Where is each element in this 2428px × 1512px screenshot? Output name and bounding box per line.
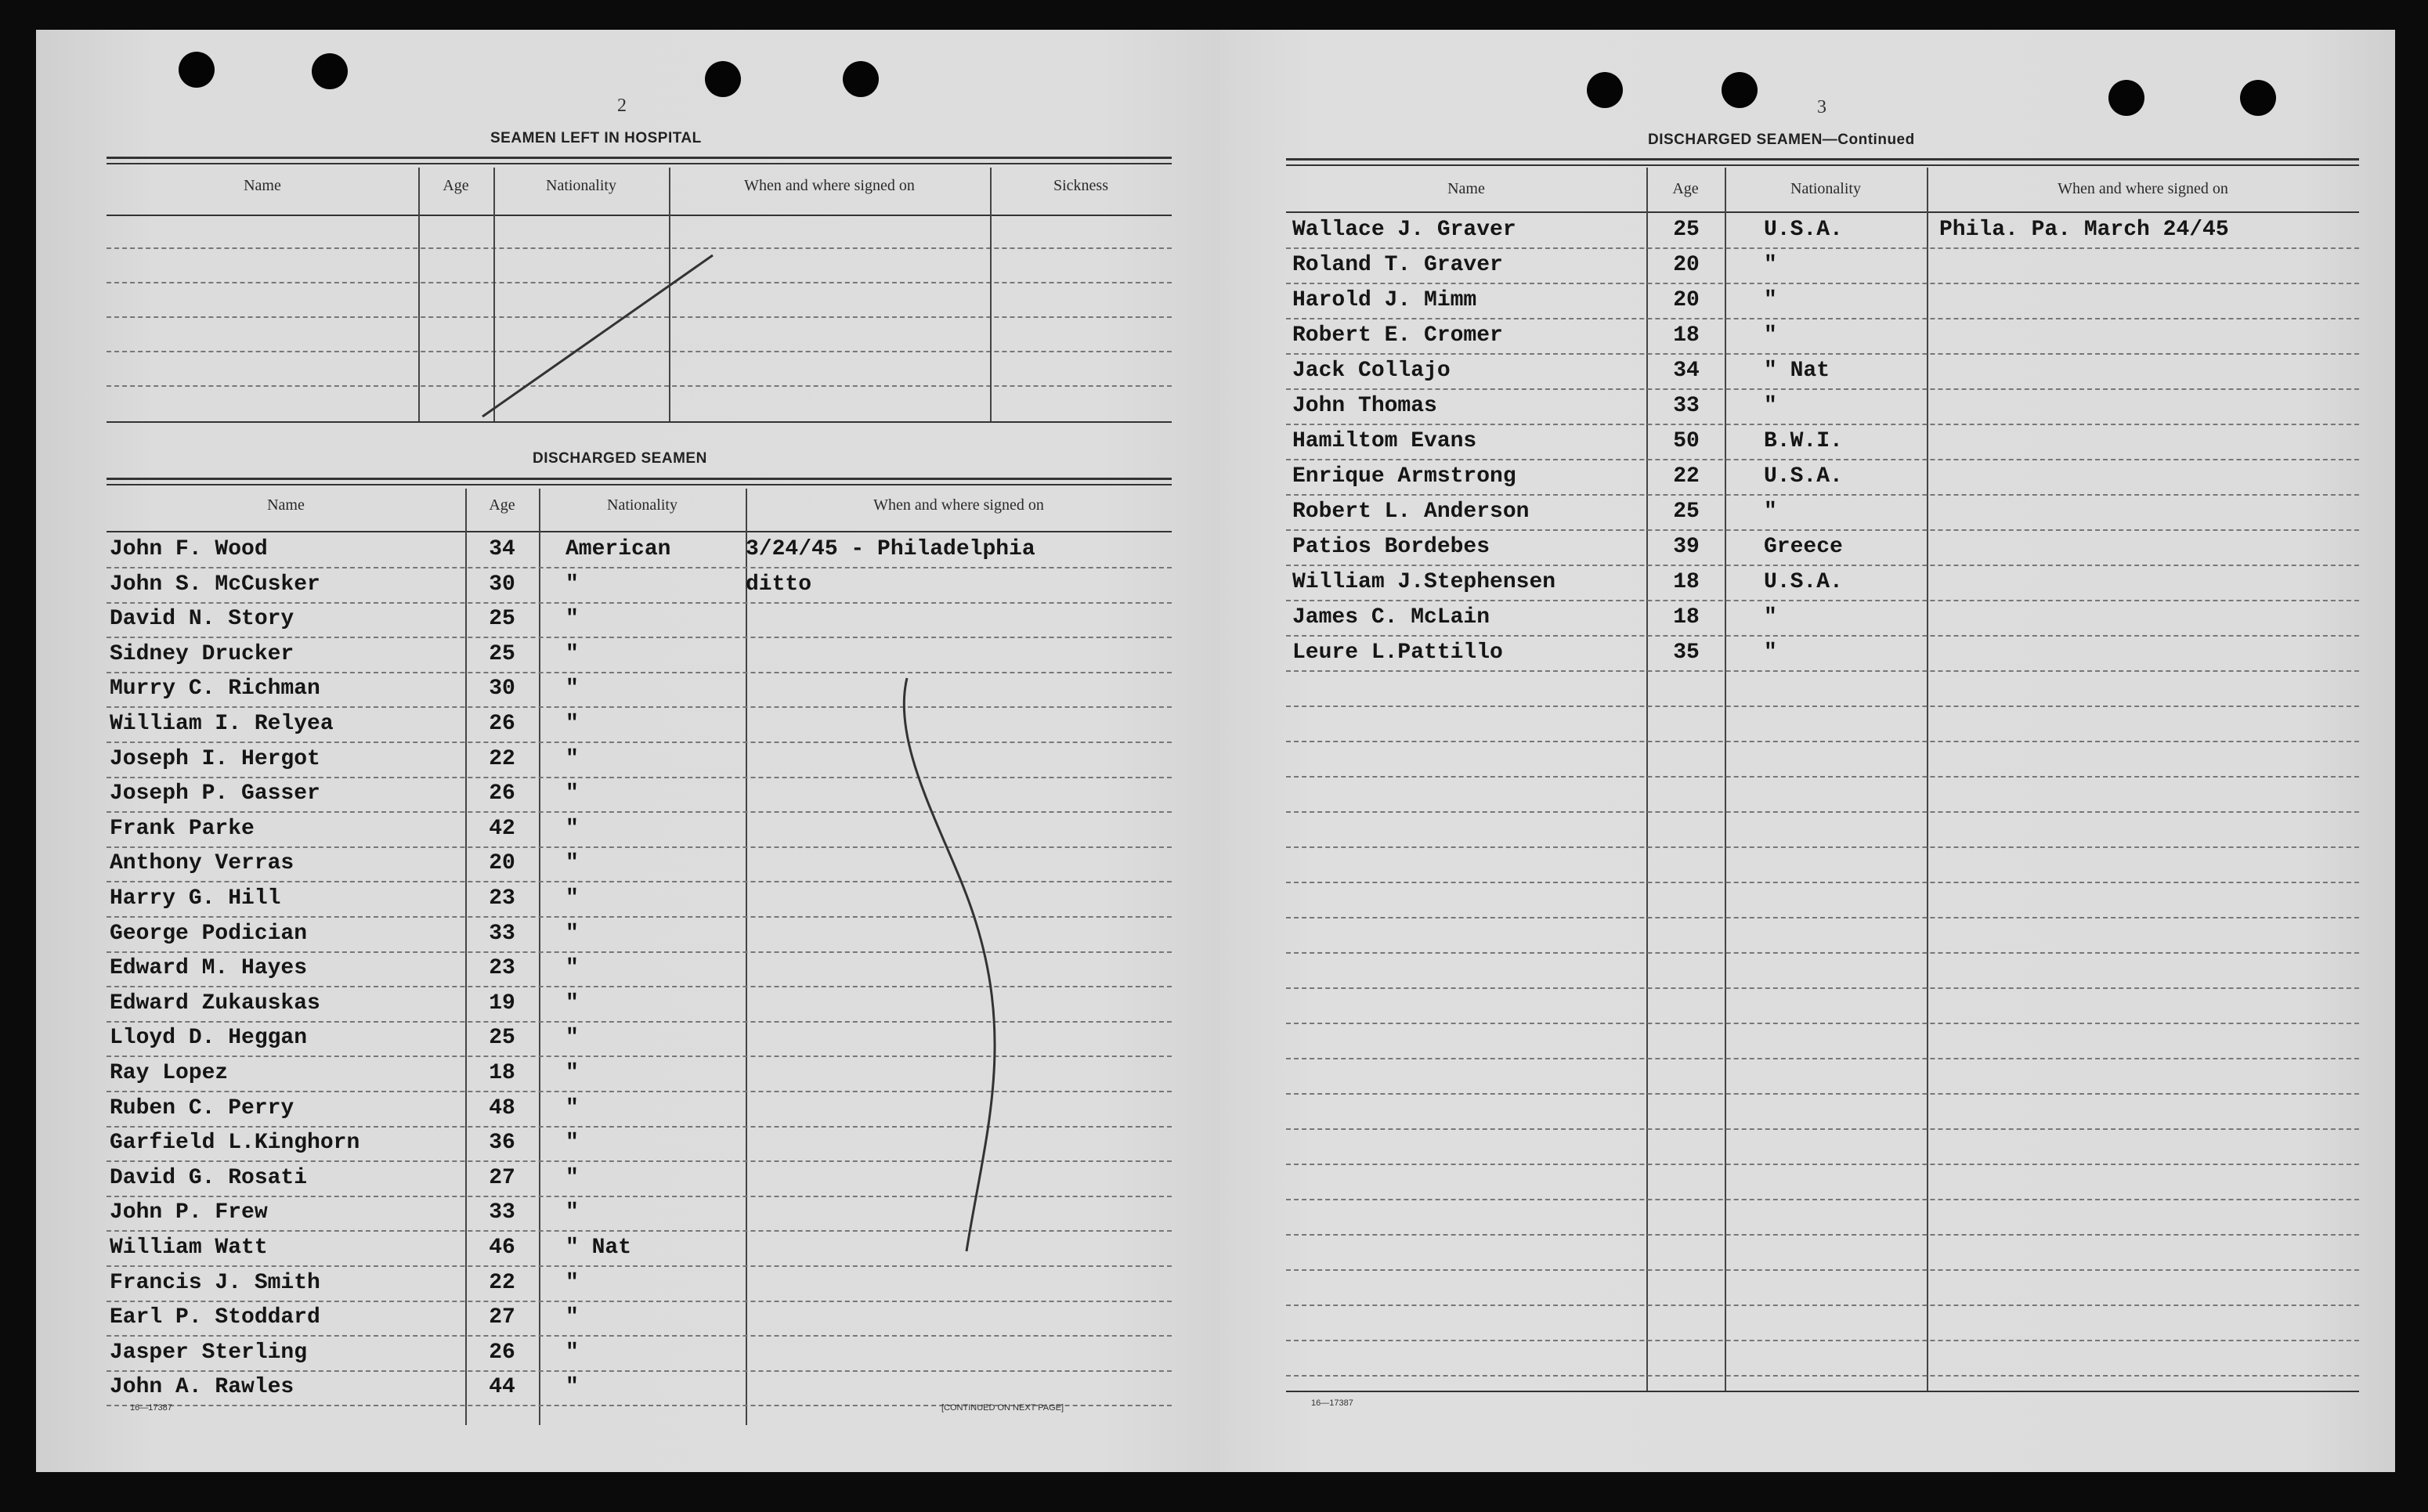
seaman-nationality: " (1764, 253, 1777, 277)
column-divider (465, 489, 467, 1425)
seaman-nationality: " (565, 817, 579, 841)
row-line (107, 1335, 1172, 1337)
seaman-age: 25 (489, 607, 515, 631)
punch-hole (2108, 80, 2144, 116)
row-line (1286, 670, 2359, 672)
seaman-age: 20 (1673, 288, 1700, 312)
row-line (107, 316, 1172, 318)
row-line (1286, 705, 2359, 707)
hospital-section-title: SEAMEN LEFT IN HOSPITAL (490, 130, 702, 146)
seaman-nationality: " (1764, 288, 1777, 312)
seaman-age: 20 (489, 851, 515, 875)
seaman-name: Jack Collajo (1292, 359, 1451, 383)
seaman-name: James C. McLain (1292, 605, 1490, 630)
row-line (1286, 635, 2359, 637)
table-rule (107, 215, 1172, 216)
seaman-name: John A. Rawles (110, 1375, 294, 1399)
seaman-nationality: B.W.I. (1764, 429, 1843, 453)
row-line (1286, 424, 2359, 425)
seaman-name: John S. McCusker (110, 572, 320, 597)
row-line (107, 742, 1172, 743)
seaman-age: 27 (489, 1166, 515, 1190)
row-line (107, 986, 1172, 987)
seaman-age: 33 (489, 1200, 515, 1225)
row-line (107, 567, 1172, 568)
col-age: Age (1672, 180, 1699, 197)
row-line (1286, 987, 2359, 989)
seaman-name: Edward M. Hayes (110, 956, 308, 980)
table-rule (1286, 211, 2359, 213)
punch-hole (312, 53, 348, 89)
seaman-nationality: " (1764, 605, 1777, 630)
row-line (107, 282, 1172, 283)
table-rule (107, 531, 1172, 532)
seaman-nationality: U.S.A. (1764, 464, 1843, 489)
seaman-nationality: " (565, 991, 579, 1016)
seaman-nationality: " (565, 1271, 579, 1295)
seaman-age: 34 (1673, 359, 1700, 383)
seaman-nationality: " Nat (1764, 359, 1830, 383)
seaman-age: 22 (489, 747, 515, 771)
row-line (1286, 741, 2359, 742)
seaman-name: John P. Frew (110, 1200, 268, 1225)
row-line (107, 351, 1172, 352)
row-line (107, 1265, 1172, 1267)
row-line (1286, 529, 2359, 531)
column-divider (1927, 168, 1928, 1391)
seaman-nationality: " (1764, 394, 1777, 418)
col-age: Age (489, 496, 515, 514)
seaman-nationality: " (1764, 500, 1777, 524)
page-number: 3 (1817, 97, 1826, 117)
column-divider (1646, 168, 1648, 1391)
row-line (107, 1091, 1172, 1092)
row-line (1286, 776, 2359, 778)
seaman-age: 26 (489, 712, 515, 736)
punch-hole (2240, 80, 2276, 116)
seaman-age: 22 (1673, 464, 1700, 489)
seaman-age: 44 (489, 1375, 515, 1399)
row-line (1286, 1058, 2359, 1059)
seaman-age: 25 (489, 1026, 515, 1050)
seaman-age: 25 (489, 642, 515, 666)
seaman-nationality: " (565, 886, 579, 911)
col-signed-on: When and where signed on (744, 177, 915, 194)
seaman-signed-on: ditto (746, 572, 812, 597)
col-name: Name (244, 177, 281, 194)
seaman-age: 48 (489, 1096, 515, 1120)
seaman-name: Anthony Verras (110, 851, 294, 875)
seaman-nationality: American (565, 537, 671, 561)
seaman-name: John F. Wood (110, 537, 268, 561)
seaman-name: Harry G. Hill (110, 886, 281, 911)
punch-hole (843, 61, 879, 97)
seaman-age: 35 (1673, 641, 1700, 665)
seaman-nationality: " (565, 572, 579, 597)
continued-note: [CONTINUED ON NEXT PAGE] (941, 1403, 1064, 1413)
row-line (107, 777, 1172, 778)
row-line (1286, 353, 2359, 355)
row-line (1286, 1164, 2359, 1165)
row-line (1286, 1234, 2359, 1236)
col-signed-on: When and where signed on (2058, 180, 2228, 197)
form-number: 16—17387 (130, 1403, 172, 1413)
row-line (107, 951, 1172, 953)
seaman-nationality: " (565, 1096, 579, 1120)
col-nationality: Nationality (546, 177, 616, 194)
seaman-name: Garfield L.Kinghorn (110, 1131, 360, 1155)
discharged-section-title: DISCHARGED SEAMEN (533, 450, 707, 467)
row-line (1286, 811, 2359, 813)
seaman-age: 26 (489, 1341, 515, 1365)
row-line (107, 881, 1172, 882)
row-line (1286, 1093, 2359, 1095)
row-line (1286, 882, 2359, 883)
row-line (1286, 1199, 2359, 1200)
seaman-name: Robert L. Anderson (1292, 500, 1530, 524)
col-signed-on: When and where signed on (873, 496, 1044, 514)
seaman-age: 26 (489, 781, 515, 806)
seaman-nationality: " (565, 1375, 579, 1399)
row-line (107, 1126, 1172, 1128)
seaman-name: Edward Zukauskas (110, 991, 320, 1016)
row-line (1286, 247, 2359, 249)
row-line (107, 706, 1172, 708)
row-line (1286, 283, 2359, 284)
seaman-age: 20 (1673, 253, 1700, 277)
seaman-name: John Thomas (1292, 394, 1437, 418)
seaman-nationality: " (565, 747, 579, 771)
seaman-age: 33 (489, 922, 515, 946)
row-line (107, 602, 1172, 604)
seaman-age: 19 (489, 991, 515, 1016)
row-line (107, 672, 1172, 673)
seaman-age: 18 (1673, 570, 1700, 594)
row-line (1286, 1340, 2359, 1341)
seaman-age: 42 (489, 817, 515, 841)
seaman-nationality: " Nat (565, 1236, 632, 1260)
page-number: 2 (617, 96, 627, 116)
seaman-age: 23 (489, 956, 515, 980)
seaman-nationality: " (565, 1305, 579, 1330)
table-rule (107, 478, 1172, 480)
seaman-name: Murry C. Richman (110, 677, 320, 701)
seaman-name: David G. Rosati (110, 1166, 308, 1190)
seaman-age: 25 (1673, 218, 1700, 242)
seaman-nationality: " (565, 781, 579, 806)
seaman-name: William Watt (110, 1236, 268, 1260)
punch-hole (705, 61, 741, 97)
table-rule (107, 157, 1172, 159)
table-rule (107, 163, 1172, 164)
table-rule (1286, 1391, 2359, 1392)
row-line (107, 1021, 1172, 1023)
seaman-age: 50 (1673, 429, 1700, 453)
seaman-nationality: " (565, 1061, 579, 1085)
seaman-nationality: U.S.A. (1764, 570, 1843, 594)
seaman-age: 27 (489, 1305, 515, 1330)
seaman-nationality: " (565, 677, 579, 701)
seaman-nationality: " (565, 1200, 579, 1225)
seaman-name: Ray Lopez (110, 1061, 229, 1085)
row-line (1286, 1128, 2359, 1130)
seaman-name: Sidney Drucker (110, 642, 294, 666)
seaman-nationality: " (565, 642, 579, 666)
row-line (1286, 1305, 2359, 1306)
right-page (1220, 30, 2395, 1472)
row-line (107, 637, 1172, 638)
seaman-age: 23 (489, 886, 515, 911)
punch-hole (179, 52, 215, 88)
row-line (107, 916, 1172, 918)
seaman-name: Joseph P. Gasser (110, 781, 320, 806)
seaman-nationality: " (565, 851, 579, 875)
seaman-age: 18 (1673, 323, 1700, 348)
left-page (36, 30, 1220, 1472)
col-name: Name (1447, 180, 1485, 197)
row-line (107, 385, 1172, 387)
seaman-age: 33 (1673, 394, 1700, 418)
column-divider (418, 168, 420, 421)
seaman-name: Harold J. Mimm (1292, 288, 1477, 312)
seaman-nationality: " (565, 1131, 579, 1155)
column-divider (493, 168, 495, 421)
seaman-name: Patios Bordebes (1292, 535, 1490, 559)
seaman-nationality: " (565, 607, 579, 631)
seaman-nationality: " (565, 712, 579, 736)
row-line (107, 1370, 1172, 1372)
seaman-nationality: " (565, 1026, 579, 1050)
row-line (107, 1301, 1172, 1302)
seaman-nationality: " (565, 922, 579, 946)
seaman-nationality: " (565, 1166, 579, 1190)
seaman-name: Francis J. Smith (110, 1271, 320, 1295)
seaman-signed-on: 3/24/45 - Philadelphia (746, 537, 1035, 561)
row-line (1286, 1375, 2359, 1377)
seaman-nationality: Greece (1764, 535, 1843, 559)
col-age: Age (443, 177, 469, 194)
row-line (1286, 846, 2359, 848)
col-nationality: Nationality (1790, 180, 1861, 197)
column-divider (990, 168, 992, 421)
row-line (107, 1230, 1172, 1232)
col-nationality: Nationality (607, 496, 677, 514)
seaman-name: Joseph I. Hergot (110, 747, 320, 771)
row-line (1286, 565, 2359, 566)
row-line (1286, 494, 2359, 496)
col-sickness: Sickness (1053, 177, 1108, 194)
seaman-name: Lloyd D. Heggan (110, 1026, 308, 1050)
column-divider (539, 489, 540, 1425)
punch-hole (1587, 72, 1623, 108)
column-divider (746, 489, 747, 1425)
row-line (107, 1196, 1172, 1197)
seaman-signed-on: Phila. Pa. March 24/45 (1939, 218, 2229, 242)
seaman-name: Enrique Armstrong (1292, 464, 1516, 489)
row-line (107, 846, 1172, 848)
row-line (1286, 1269, 2359, 1271)
seaman-name: David N. Story (110, 607, 294, 631)
seaman-nationality: U.S.A. (1764, 218, 1843, 242)
table-rule (107, 421, 1172, 423)
seaman-age: 18 (489, 1061, 515, 1085)
seaman-nationality: " (565, 956, 579, 980)
row-line (1286, 388, 2359, 390)
seaman-name: Leure L.Pattillo (1292, 641, 1503, 665)
row-line (107, 811, 1172, 813)
table-rule (1286, 164, 2359, 166)
seaman-name: Jasper Sterling (110, 1341, 308, 1365)
seaman-age: 18 (1673, 605, 1700, 630)
seaman-nationality: " (1764, 641, 1777, 665)
table-rule (1286, 158, 2359, 161)
seaman-nationality: " (1764, 323, 1777, 348)
col-name: Name (267, 496, 305, 514)
seaman-name: George Podician (110, 922, 308, 946)
seaman-age: 30 (489, 572, 515, 597)
row-line (107, 1056, 1172, 1057)
row-line (1286, 600, 2359, 601)
seaman-age: 36 (489, 1131, 515, 1155)
seaman-age: 46 (489, 1236, 515, 1260)
column-divider (669, 168, 670, 421)
row-line (1286, 318, 2359, 319)
column-divider (1725, 168, 1726, 1391)
seaman-name: Roland T. Graver (1292, 253, 1503, 277)
row-line (1286, 917, 2359, 918)
seaman-nationality: " (565, 1341, 579, 1365)
seaman-age: 30 (489, 677, 515, 701)
seaman-age: 39 (1673, 535, 1700, 559)
seaman-name: William I. Relyea (110, 712, 334, 736)
seaman-name: William J.Stephensen (1292, 570, 1556, 594)
seaman-name: Hamiltom Evans (1292, 429, 1477, 453)
seaman-age: 34 (489, 537, 515, 561)
seaman-name: Earl P. Stoddard (110, 1305, 320, 1330)
form-number: 16—17387 (1311, 1398, 1353, 1408)
seaman-name: Ruben C. Perry (110, 1096, 294, 1120)
seaman-name: Robert E. Cromer (1292, 323, 1503, 348)
punch-hole (1722, 72, 1758, 108)
seaman-name: Wallace J. Graver (1292, 218, 1516, 242)
row-line (107, 247, 1172, 249)
row-line (1286, 1023, 2359, 1024)
section-title: DISCHARGED SEAMEN—Continued (1648, 132, 1915, 148)
row-line (1286, 952, 2359, 954)
row-line (1286, 459, 2359, 460)
row-line (107, 1160, 1172, 1162)
seaman-age: 25 (1673, 500, 1700, 524)
pencil-ditto-line (36, 30, 37, 31)
table-rule (107, 484, 1172, 485)
seaman-name: Frank Parke (110, 817, 255, 841)
seaman-age: 22 (489, 1271, 515, 1295)
